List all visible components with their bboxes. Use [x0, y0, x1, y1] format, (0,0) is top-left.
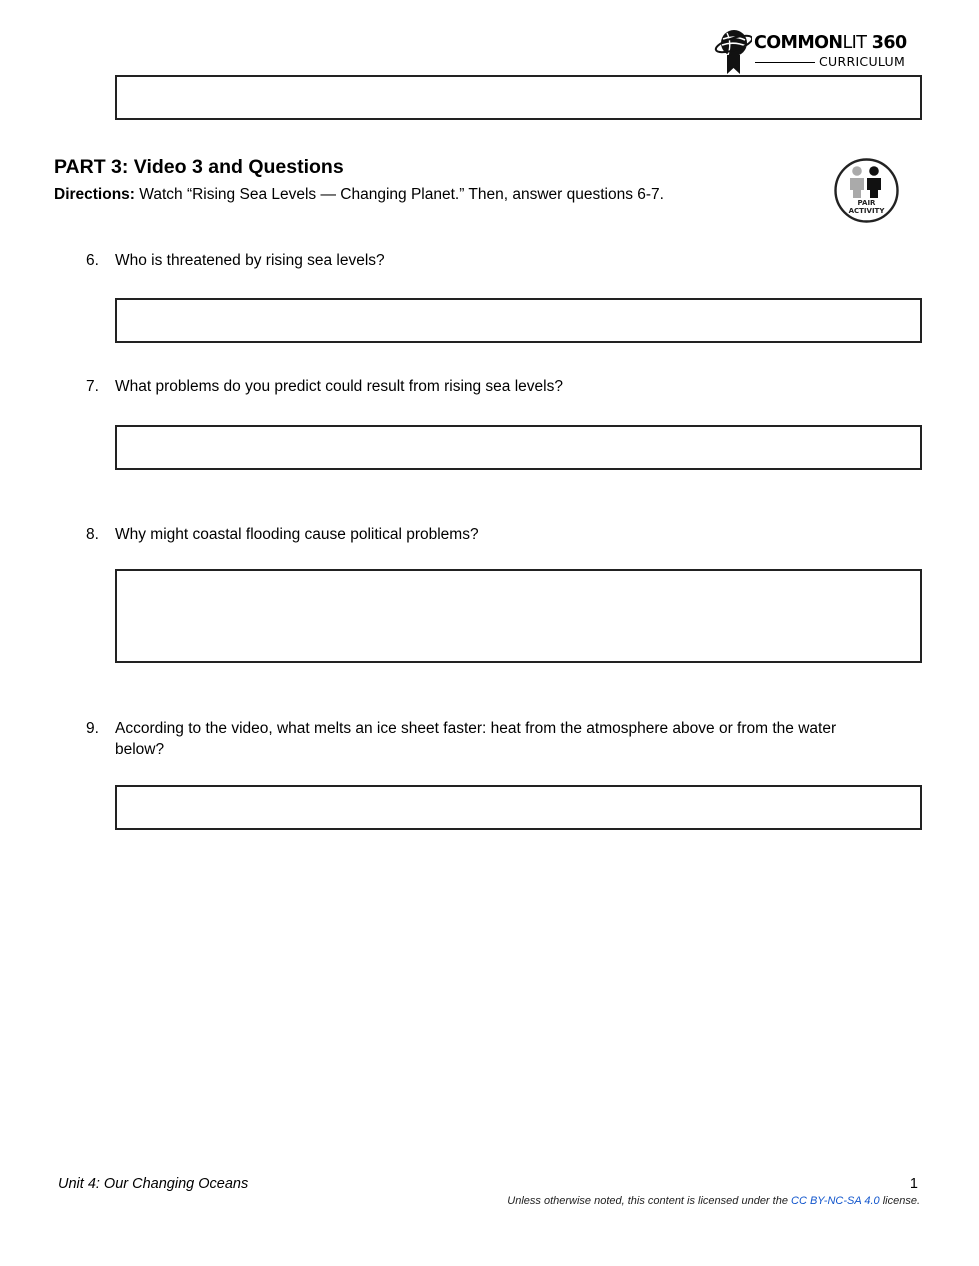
- commonlit-logo: [714, 26, 924, 76]
- logo-rule: [755, 62, 815, 63]
- question-number: 8.: [86, 526, 99, 543]
- question-text: What problems do you predict could result from rising sea levels?: [115, 378, 563, 395]
- question-text: According to the video, what melts an ice sheet faster: heat from the atmosphere above or from the water below?: [115, 720, 837, 758]
- pair-activity-icon: [833, 157, 900, 224]
- question-text: Why might coastal flooding cause political problems?: [115, 526, 479, 543]
- license-notice: [507, 1193, 920, 1209]
- answer-box-9[interactable]: [115, 785, 922, 830]
- logo-subtitle: CURRICULUM: [819, 54, 906, 69]
- page-number: 1: [909, 1176, 918, 1192]
- answer-box-8[interactable]: [115, 569, 922, 663]
- directions-label: Directions:: [54, 186, 135, 203]
- question-text: Who is threatened by rising sea levels?: [115, 252, 385, 269]
- logo-wordmark: COMMONLIT 360: [754, 33, 907, 53]
- question-number: 6.: [86, 252, 99, 269]
- license-text-after: license.: [879, 1195, 920, 1207]
- pair-label-line2: ACTIVITY: [848, 207, 885, 215]
- answer-box-previous[interactable]: [115, 75, 922, 120]
- license-text-before: Unless otherwise noted, this content is licensed under the: [507, 1195, 791, 1207]
- pair-label-line1: PAIR: [857, 199, 876, 207]
- footer-unit-title: Unit 4: Our Changing Oceans: [58, 1176, 249, 1192]
- answer-box-6[interactable]: [115, 298, 922, 343]
- commonlit-globe-ribbon-icon: [714, 26, 752, 76]
- answer-box-7[interactable]: [115, 425, 922, 470]
- directions-text: Watch “Rising Sea Levels — Changing Planet.” Then, answer questions 6-7.: [139, 186, 664, 203]
- section-title: PART 3: Video 3 and Questions: [54, 156, 344, 178]
- directions: [54, 184, 664, 205]
- question-number: 9.: [86, 720, 99, 737]
- license-link[interactable]: CC BY-NC-SA 4.0: [791, 1195, 880, 1207]
- question-number: 7.: [86, 378, 99, 395]
